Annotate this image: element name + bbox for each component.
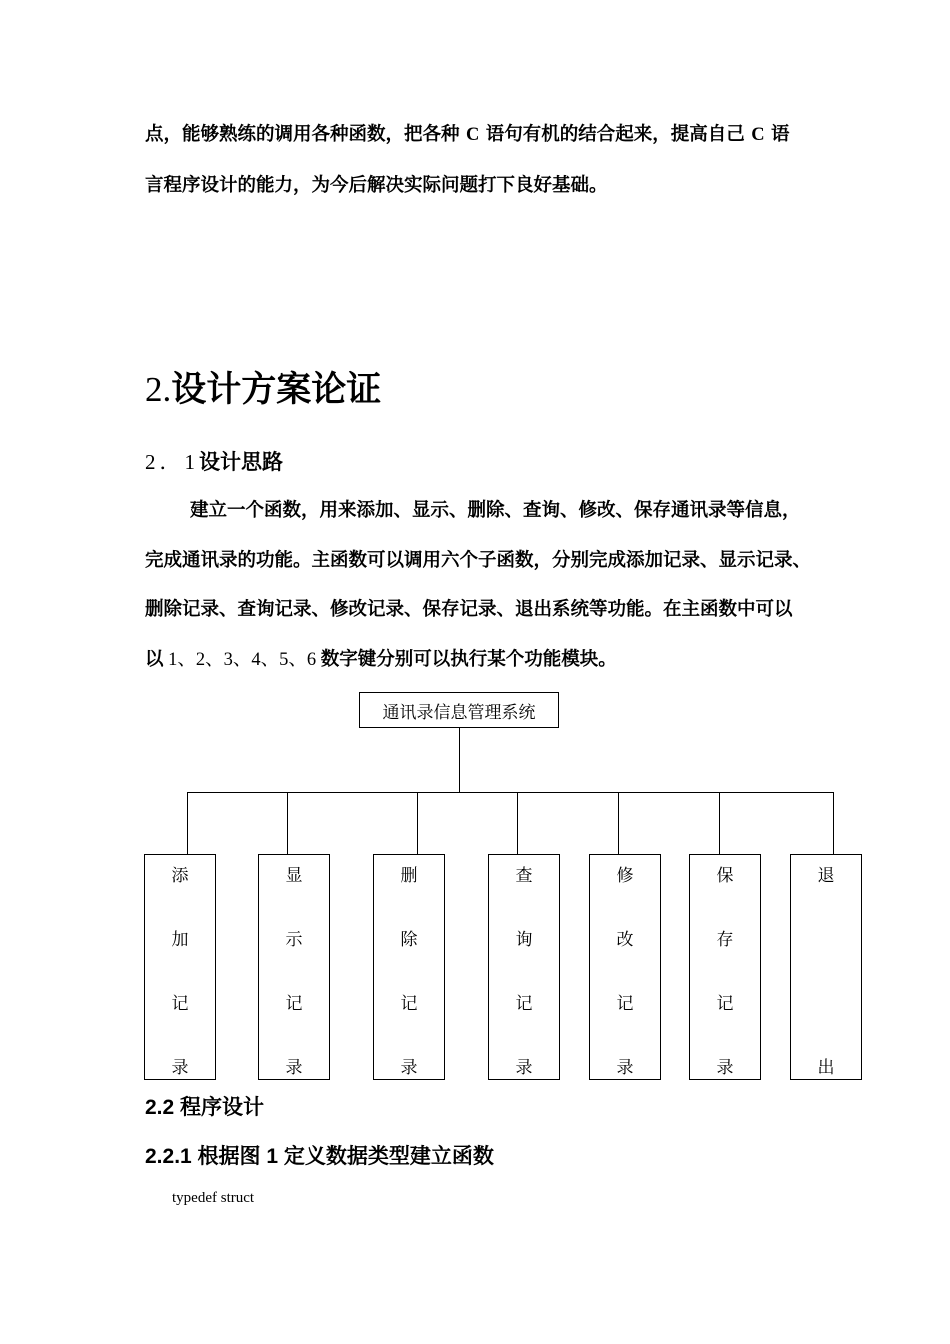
design-idea-paragraph <box>145 486 825 685</box>
intro-line-2: 言程序设计的能力，为今后解决实际问题打下良好基础。 <box>145 174 608 196</box>
section-2-title: 设计方案论证 <box>171 370 382 410</box>
branch-bar <box>187 792 834 793</box>
section-2-1-number: 2．1 <box>145 450 199 474</box>
root-connector <box>459 728 460 792</box>
intro-paragraph <box>145 110 825 210</box>
branch-line-3 <box>417 792 418 854</box>
section-2-heading <box>145 362 381 412</box>
branch-line-1 <box>187 792 188 854</box>
module-save-record: 保 存 记 录 <box>689 854 761 1080</box>
design-line-1: 建立一个函数，用来添加、显示、删除、查询、修改、保存通讯录等信息， <box>190 500 801 521</box>
design-line-4: 以 1、2、3、4、5、6 数字键分别可以执行某个功能模块。 <box>145 648 617 670</box>
branch-line-2 <box>287 792 288 854</box>
diagram-root-box: 通讯录信息管理系统 <box>359 692 559 728</box>
module-exit-system: 退 出 <box>790 854 862 1080</box>
module-show-record: 显 示 记 录 <box>258 854 330 1080</box>
section-2-1-title: 设计思路 <box>199 450 283 474</box>
code-line: typedef struct <box>172 1190 255 1206</box>
design-line-3: 删除记录、查询记录、修改记录、保存记录、退出系统等功能。在主函数中可以 <box>145 599 793 620</box>
design-line-2: 完成通讯录的功能。主函数可以调用六个子函数，分别完成添加记录、显示记录、 <box>145 549 812 571</box>
section-2-2-heading: 2.2 程序设计 <box>145 1096 265 1119</box>
section-2-1-heading <box>145 446 283 476</box>
branch-line-4 <box>517 792 518 854</box>
intro-line-1: 点，能够熟练的调用各种函数，把各种 C 语句有机的结合起来，提高自己 C 语 <box>145 124 790 145</box>
module-add-record: 添 加 记 录 <box>144 854 216 1080</box>
section-2-number: 2. <box>145 370 172 409</box>
branch-line-5 <box>618 792 619 854</box>
section-2-2-1-heading: 2.2.1 根据图 1 定义数据类型建立函数 <box>145 1145 494 1168</box>
branch-line-7 <box>833 792 834 854</box>
module-query-record: 查 询 记 录 <box>488 854 560 1080</box>
module-delete-record: 删 除 记 录 <box>373 854 445 1080</box>
module-modify-record: 修 改 记 录 <box>589 854 661 1080</box>
branch-line-6 <box>719 792 720 854</box>
